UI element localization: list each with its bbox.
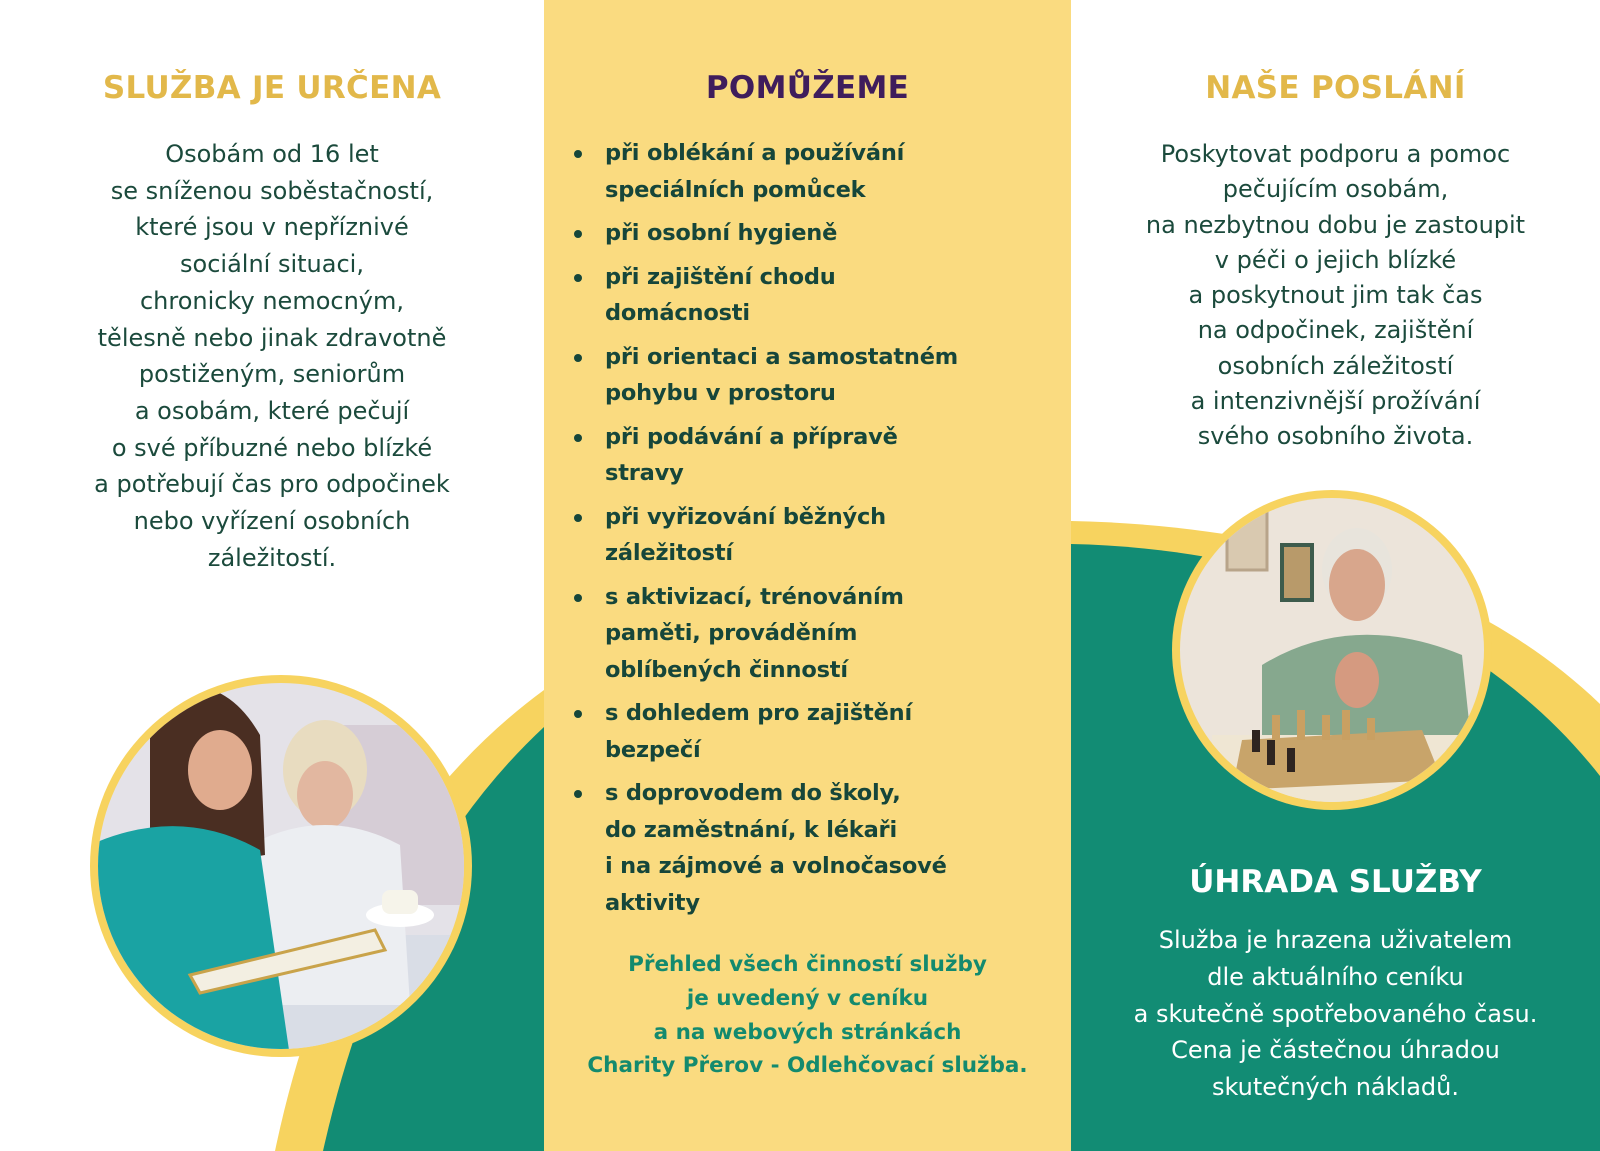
list-item-line: pohybu v prostoru [605, 380, 836, 406]
text-line: o své příbuzné nebo blízké [111, 433, 433, 462]
text-line: na odpočinek, zajištění [1197, 316, 1474, 345]
list-item-line: při osobní hygieně [605, 220, 838, 246]
text-line: je uvedený v ceníku [686, 985, 929, 1011]
target-group-text [0, 136, 544, 576]
list-item-line: záležitostí [605, 540, 733, 566]
list-item-line: při oblékání a používání [605, 140, 905, 166]
payment-text [1071, 922, 1600, 1106]
bullet-icon [574, 710, 582, 718]
list-item-line: při podávání a přípravě [605, 423, 898, 450]
text-line: záležitostí. [207, 543, 337, 572]
text-line: skutečných nákladů. [1212, 1073, 1459, 1102]
text-line: Služba je hrazena uživatelem [1158, 926, 1513, 954]
list-item [570, 695, 958, 768]
list-item-line: při orientaci a samostatném [605, 343, 959, 370]
mission-text [1071, 137, 1600, 455]
text-line: Cena je částečnou úhradou [1171, 1036, 1500, 1065]
text-line: tělesně nebo jinak zdravotně [97, 323, 447, 352]
target-group-panel [0, 0, 544, 1151]
text-line: postiženým, seniorům [138, 360, 406, 389]
mission-title: NAŠE POSLÁNÍ [1205, 70, 1466, 106]
list-item-line: s aktivizací, trénováním [605, 583, 904, 610]
text-line: svého osobního života. [1197, 422, 1474, 451]
list-item-line: při vyřizování běžných [605, 503, 886, 530]
bullet-icon [574, 514, 582, 522]
list-item [570, 339, 958, 412]
target-group-title: SLUŽBA JE URČENA [102, 70, 442, 106]
list-item-line: domácnosti [605, 300, 750, 326]
text-line: a osobám, které pečují [134, 396, 410, 425]
bullet-icon [574, 274, 582, 282]
help-services-list [570, 135, 958, 928]
text-line: Charity Přerov - Odlehčovací služba. [587, 1053, 1028, 1079]
bullet-icon [574, 230, 582, 238]
list-item [570, 215, 958, 252]
list-item-line: i na zájmové a volnočasové [605, 853, 947, 879]
text-line: a intenzivnější prožívání [1190, 387, 1481, 416]
text-line: na nezbytnou dobu je zastoupit [1145, 210, 1526, 239]
text-line: Osobám od 16 let [165, 140, 379, 168]
text-line: nebo vyřízení osobních [133, 507, 411, 536]
payment-title: ÚHRADA SLUŽBY [1189, 864, 1482, 900]
text-line: Přehled všech činností služby [628, 952, 987, 977]
text-line: chronicky nemocným, [139, 286, 405, 315]
list-item-line: speciálních pomůcek [605, 176, 866, 203]
text-line: dle aktuálního ceníku [1207, 962, 1464, 991]
list-item-line: aktivity [605, 889, 700, 916]
list-item-line: do zaměstnání, k lékaři [605, 816, 897, 843]
bullet-icon [574, 434, 582, 442]
text-line: a skutečně spotřebovaného času. [1133, 999, 1538, 1028]
list-item-line: paměti, prováděním [605, 620, 858, 646]
list-item [570, 775, 958, 921]
list-item-line: s doprovodem do školy, [605, 780, 901, 806]
list-item-line: s dohledem pro zajištění [605, 700, 912, 726]
help-services-panel [544, 0, 1071, 1151]
list-item [570, 579, 958, 689]
list-item [570, 499, 958, 572]
bullet-icon [574, 594, 582, 602]
bullet-icon [574, 790, 582, 798]
list-item-line: stravy [605, 460, 684, 486]
mission-panel [1071, 0, 1600, 1151]
help-services-title: POMŮŽEME [705, 70, 910, 106]
text-line: Poskytovat podporu a pomoc [1160, 140, 1511, 168]
list-item [570, 419, 958, 492]
text-line: které jsou v nepříznivé [135, 213, 409, 242]
list-item-line: oblíbených činností [605, 656, 848, 683]
list-item [570, 259, 958, 332]
text-line: a na webových stránkách [653, 1019, 962, 1045]
list-item [570, 135, 958, 208]
text-line: pečujícím osobám, [1222, 175, 1449, 204]
text-line: v péči o jejich blízké [1214, 245, 1457, 274]
text-line: sociální situaci, [180, 250, 364, 279]
text-line: a potřebují čas pro odpočinek [94, 470, 450, 499]
text-line: a poskytnout jim tak čas [1188, 281, 1483, 310]
price-list-note [544, 948, 1071, 1083]
text-line: se sníženou soběstačností, [110, 176, 434, 205]
bullet-icon [574, 150, 582, 158]
text-line: osobních záležitostí [1217, 351, 1454, 380]
list-item-line: bezpečí [605, 736, 701, 763]
bullet-icon [574, 354, 582, 362]
list-item-line: při zajištění chodu [605, 263, 836, 290]
